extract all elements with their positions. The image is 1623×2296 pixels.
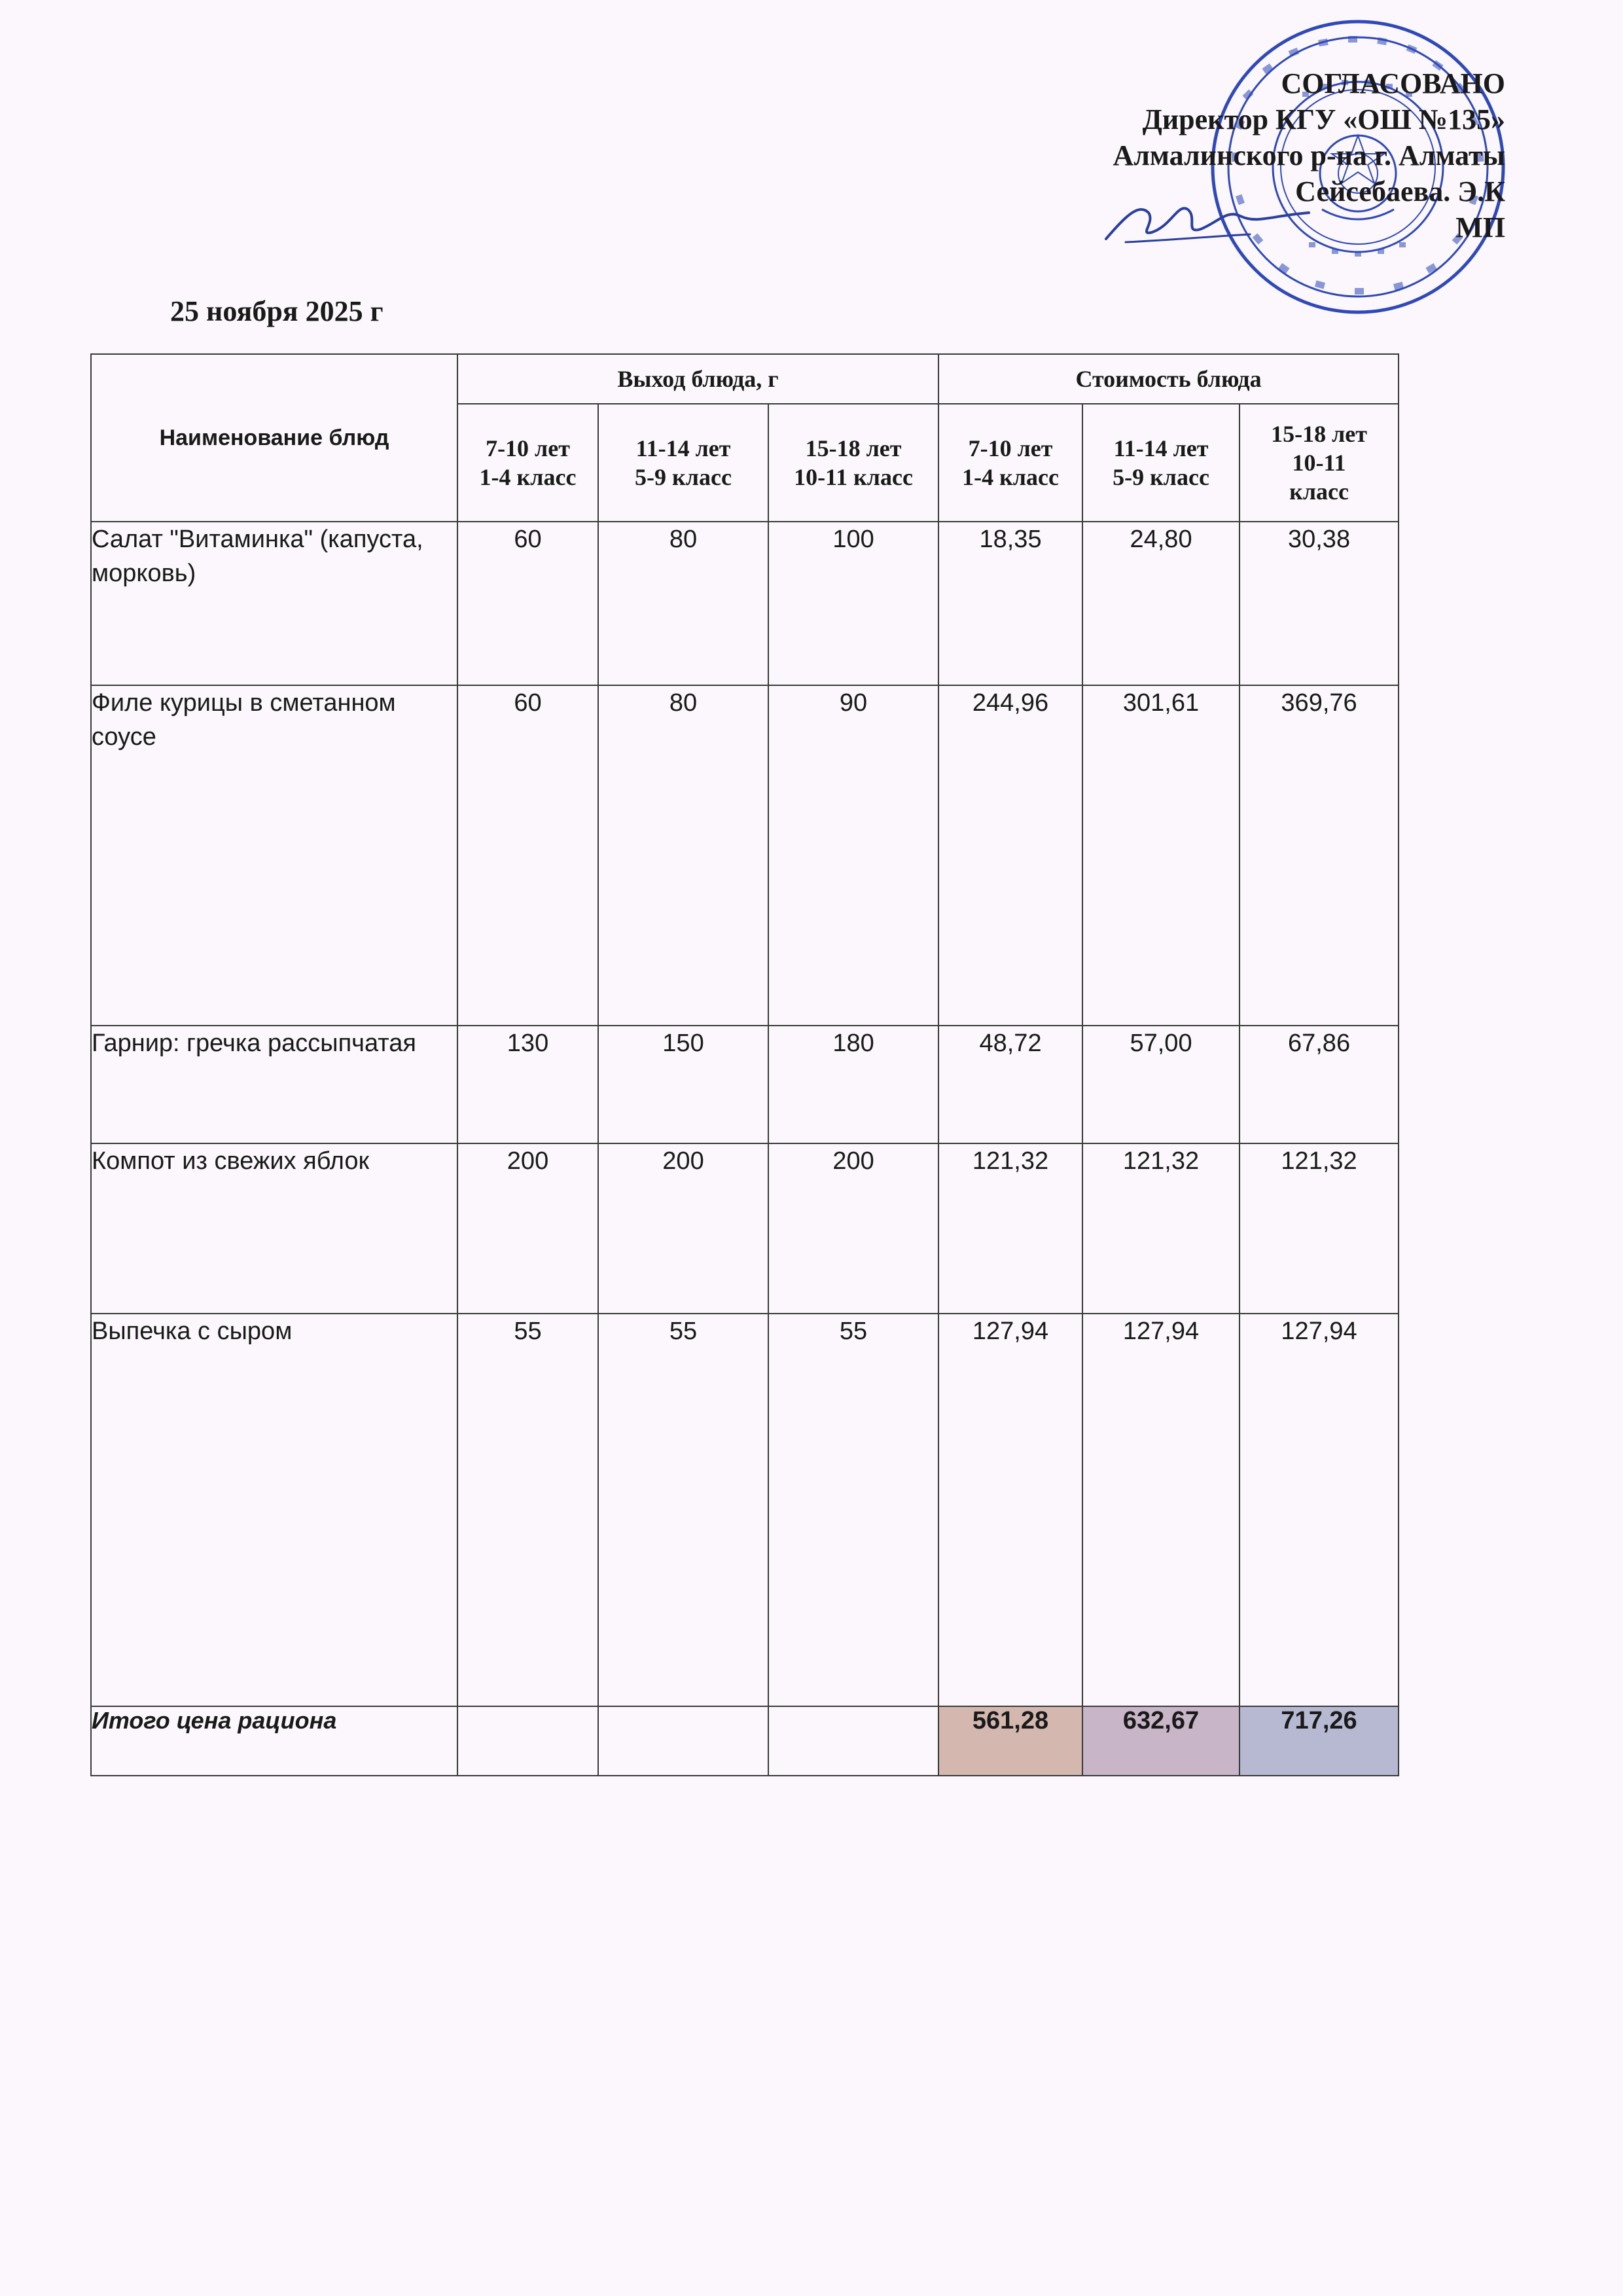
cost-7-10: 48,72 <box>938 1026 1082 1143</box>
table-row <box>91 522 1399 685</box>
yield-7-10: 200 <box>457 1143 598 1314</box>
menu-table <box>90 353 1399 1776</box>
group-grade: 1-4 класс <box>479 464 577 490</box>
cost-7-10: 244,96 <box>938 685 1082 1026</box>
group-grade-suffix: класс <box>1289 478 1349 505</box>
group-grade: 10-11 класс <box>794 464 913 490</box>
table-row <box>91 1314 1399 1706</box>
total-cost-11-14: 632,67 <box>1082 1706 1240 1776</box>
cost-15-18: 121,32 <box>1240 1143 1399 1314</box>
group-grade: 10-11 <box>1292 450 1346 476</box>
dish-name: Филе курицы в сметанном соусе <box>91 685 457 1026</box>
cost-11-14: 57,00 <box>1082 1026 1240 1143</box>
yield-7-10: 130 <box>457 1026 598 1143</box>
header-yield-group-2 <box>598 404 768 522</box>
cost-11-14: 121,32 <box>1082 1143 1240 1314</box>
total-empty-cell <box>768 1706 938 1776</box>
group-age: 15-18 лет <box>805 435 902 461</box>
cost-7-10: 18,35 <box>938 522 1082 685</box>
group-grade: 5-9 класс <box>635 464 732 490</box>
header-cost-group-2 <box>1082 404 1240 522</box>
yield-11-14: 55 <box>598 1314 768 1706</box>
yield-7-10: 60 <box>457 685 598 1026</box>
yield-11-14: 150 <box>598 1026 768 1143</box>
yield-11-14: 80 <box>598 685 768 1026</box>
group-age: 15-18 лет <box>1271 421 1367 447</box>
yield-11-14: 80 <box>598 522 768 685</box>
table-row <box>91 1026 1399 1143</box>
dish-name: Гарнир: гречка рассыпчатая <box>91 1026 457 1143</box>
approval-title: СОГЛАСОВАНО <box>1281 67 1505 99</box>
total-label: Итого цена рациона <box>91 1706 457 1776</box>
group-age: 11-14 лет <box>635 435 731 461</box>
cost-11-14: 127,94 <box>1082 1314 1240 1706</box>
table-row <box>91 685 1399 1026</box>
yield-7-10: 60 <box>457 522 598 685</box>
total-cost-15-18: 717,26 <box>1240 1706 1399 1776</box>
group-grade: 5-9 класс <box>1113 464 1209 490</box>
yield-15-18: 180 <box>768 1026 938 1143</box>
total-cost-7-10: 561,28 <box>938 1706 1082 1776</box>
menu-table-wrap <box>90 353 1398 1776</box>
group-age: 7-10 лет <box>486 435 570 461</box>
approval-mp: МП <box>1455 211 1505 243</box>
total-empty-cell <box>598 1706 768 1776</box>
dish-name: Выпечка с сыром <box>91 1314 457 1706</box>
cost-15-18: 127,94 <box>1240 1314 1399 1706</box>
approval-district: Алмалинского р-на г. Алматы <box>1113 139 1505 171</box>
cost-11-14: 24,80 <box>1082 522 1240 685</box>
yield-11-14: 200 <box>598 1143 768 1314</box>
header-dish-name: Наименование блюд <box>91 354 457 522</box>
yield-15-18: 90 <box>768 685 938 1026</box>
approval-director: Директор КГУ «ОШ №135» <box>1142 103 1505 135</box>
header-yield: Выход блюда, г <box>457 354 938 404</box>
header-cost-group-1 <box>938 404 1082 522</box>
total-empty-cell <box>457 1706 598 1776</box>
header-cost-group-3 <box>1240 404 1399 522</box>
yield-15-18: 200 <box>768 1143 938 1314</box>
group-grade: 1-4 класс <box>962 464 1059 490</box>
director-signature <box>1099 177 1315 255</box>
total-row <box>91 1706 1399 1776</box>
dish-name: Компот из свежих яблок <box>91 1143 457 1314</box>
dish-name: Салат "Витаминка" (капуста, морковь) <box>91 522 457 685</box>
yield-15-18: 55 <box>768 1314 938 1706</box>
cost-15-18: 369,76 <box>1240 685 1399 1026</box>
header-yield-group-3 <box>768 404 938 522</box>
cost-15-18: 67,86 <box>1240 1026 1399 1143</box>
header-yield-group-1 <box>457 404 598 522</box>
cost-15-18: 30,38 <box>1240 522 1399 685</box>
table-row <box>91 1143 1399 1314</box>
yield-7-10: 55 <box>457 1314 598 1706</box>
group-age: 11-14 лет <box>1113 435 1209 461</box>
cost-11-14: 301,61 <box>1082 685 1240 1026</box>
cost-7-10: 121,32 <box>938 1143 1082 1314</box>
approval-name: Сейсебаева. Э.К <box>1295 175 1505 207</box>
cost-7-10: 127,94 <box>938 1314 1082 1706</box>
yield-15-18: 100 <box>768 522 938 685</box>
menu-date: 25 ноября 2025 г <box>170 295 383 327</box>
header-cost: Стоимость блюда <box>938 354 1399 404</box>
group-age: 7-10 лет <box>968 435 1053 461</box>
